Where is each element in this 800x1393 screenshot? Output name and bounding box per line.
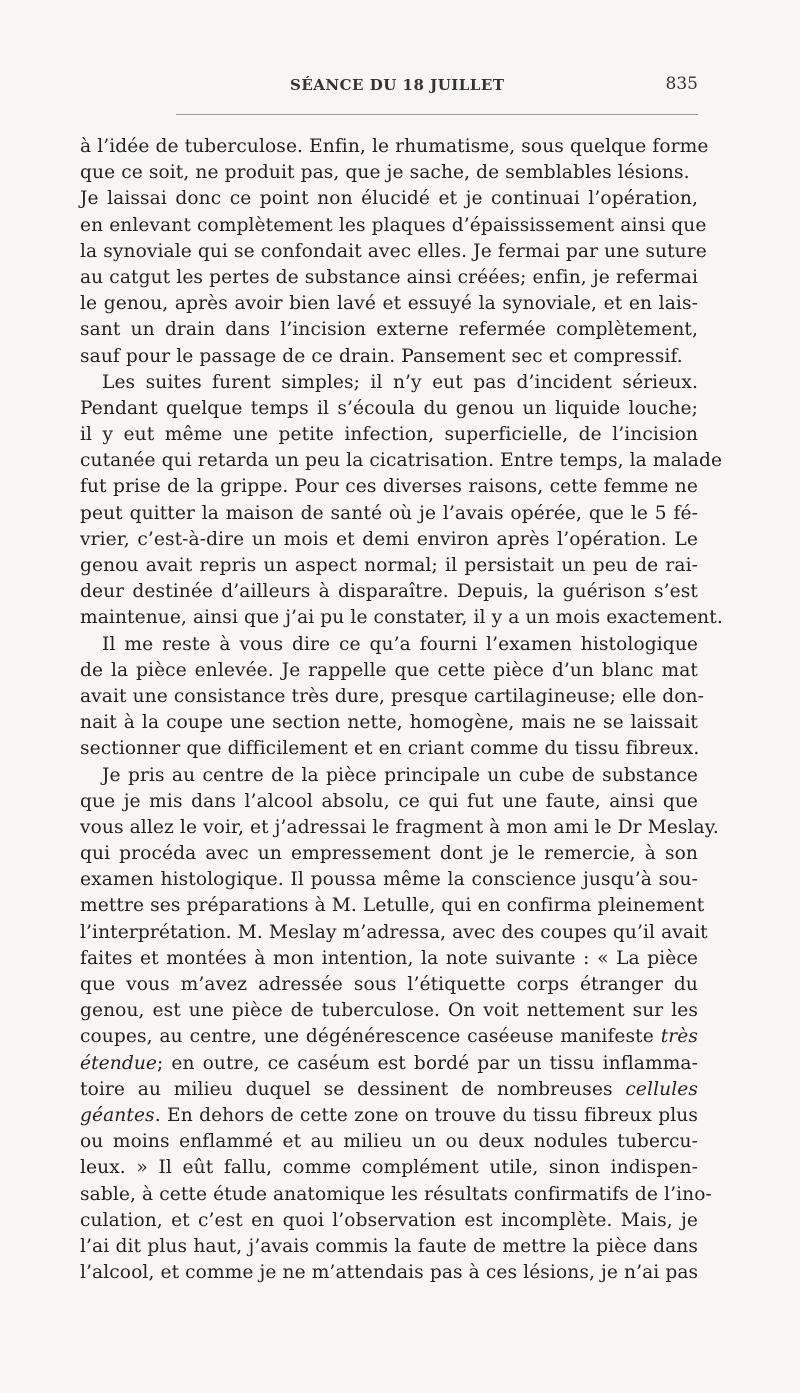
text-line: avait une consistance très dure, presque cartilagineuse; elle don- [80,685,705,707]
line-text: coupes, au centre, une dégénérescence caséeuse manifeste [80,1026,661,1048]
text-line: nait à la coupe une section nette, homogène, mais ne se laissait [80,712,698,734]
text-line: maintenue, ainsi que j’ai pu le constater, il y a un mois exactement. [80,607,723,629]
line-text: . En dehors de cette zone on trouve du tissu fibreux plus [154,1104,698,1126]
text-line: l’ai dit plus haut, j’avais commis la faute de mettre la pièce dans [80,1235,698,1257]
text-line: fut prise de la grippe. Pour ces diverses raisons, cette femme ne [80,476,698,498]
text-line: de la pièce enlevée. Je rappelle que cette pièce d’un blanc mat [80,659,698,681]
page-header [80,72,698,102]
text-line: Je laissai donc ce point non élucidé et je continuai l’opération, [80,188,698,210]
text-line: deur destinée d’ailleurs à disparaître. Depuis, la guérison s’est [80,581,698,603]
italic-term: étendue [80,1052,158,1074]
text-line: vous allez le voir, et j’adressai le fragment à mon ami le Dr Meslay. [80,816,719,838]
text-line: que vous m’avez adressée sous l’étiquette corps étranger du [80,974,698,995]
text-line: vrier, c’est-à-dire un mois et demi environ après l’opération. Le [80,528,698,550]
text-line: que ce soit, ne produit pas, que je sache, de semblables lésions. [80,162,690,184]
text-line [80,1051,698,1077]
text-line: Il me reste à vous dire ce qu’a fourni l’examen histologique [102,633,698,655]
text-line: genou, est une pièce de tuberculose. On voit nettement sur les [80,1000,698,1022]
text-line: cutanée qui retarda un peu la cicatrisation. Entre temps, la malade [80,450,723,472]
text-line: culation, et c’est en quoi l’observation est incomplète. Mais, je [80,1209,698,1231]
text-line [80,1103,698,1129]
italic-term: géantes [80,1104,155,1126]
text-line: Pendant quelque temps il s’écoula du genou un liquide louche; [80,397,698,419]
italic-term: très [660,1026,698,1048]
text-line: Les suites furent simples; il n’y eut pas d’incident sérieux. [102,371,698,393]
text-line: examen histologique. Il poussa même la conscience jusqu’à sou- [80,869,698,891]
text-line: sant un drain dans l’incision externe refermée complètement, [80,319,698,341]
text-line: le genou, après avoir bien lavé et essuyé la synoviale, et en lais- [80,293,698,315]
text-line: mettre ses préparations à M. Letulle, qui en confirma pleinement [80,895,705,917]
text-line: il y eut même une petite infection, superficielle, de l’incision [80,424,698,446]
text-line: en enlevant complètement les plaques d’épaississement ainsi que [80,214,707,236]
text-line: qui procéda avec un empressement dont je le remercie, à son [80,843,698,865]
text-line: sectionner que difficilement et en criant comme du tissu fibreux. [80,738,700,760]
text-line [80,1077,698,1103]
text-line: la synoviale qui se confondait avec elles. Je fermai par une suture [80,240,707,262]
text-line: ou moins enflammé et au milieu un ou deux nodules tubercu- [80,1131,698,1153]
running-title: SÉANCE DU 18 JUILLET [290,76,505,94]
italic-term: cellules [625,1078,698,1100]
text-line: faites et montées à mon intention, la note suivante : « La pièce [80,947,698,969]
text-line: l’alcool, et comme je ne m’attendais pas à ces lésions, je n’ai pas [80,1262,699,1284]
text-line: au catgut les pertes de substance ainsi créées; enfin, je refermai [80,266,698,288]
text-line: leux. » Il eût fallu, comme complément utile, sinon indispen- [80,1157,698,1179]
text-line: peut quitter la maison de santé où je l’avais opérée, que le 5 fé- [80,502,698,524]
header-rule [176,114,698,115]
text-line: sable, à cette étude anatomique les résultats confirmatifs de l’ino- [80,1183,712,1205]
text-line [80,1024,698,1050]
text-line: à l’idée de tuberculose. Enfin, le rhumatisme, sous quelque forme [80,136,709,157]
text-line: que je mis dans l’alcool absolu, ce qui fut une faute, ainsi que [80,790,698,812]
text-line: sauf pour le passage de ce drain. Pansement sec et compressif. [80,345,683,367]
body-text [80,134,723,1286]
text-line: l’interprétation. M. Meslay m’adressa, avec des coupes qu’il avait [80,921,708,943]
line-text: ; en outre, ce caséum est bordé par un tissu inflamma- [157,1052,698,1074]
text-line: Je pris au centre de la pièce principale un cube de substance [102,764,698,786]
text-line: genou avait repris un aspect normal; il persistait un peu de rai- [80,555,698,576]
line-text: toire au milieu duquel se dessinent de nombreuses [80,1078,626,1100]
page-number: 835 [665,74,698,94]
